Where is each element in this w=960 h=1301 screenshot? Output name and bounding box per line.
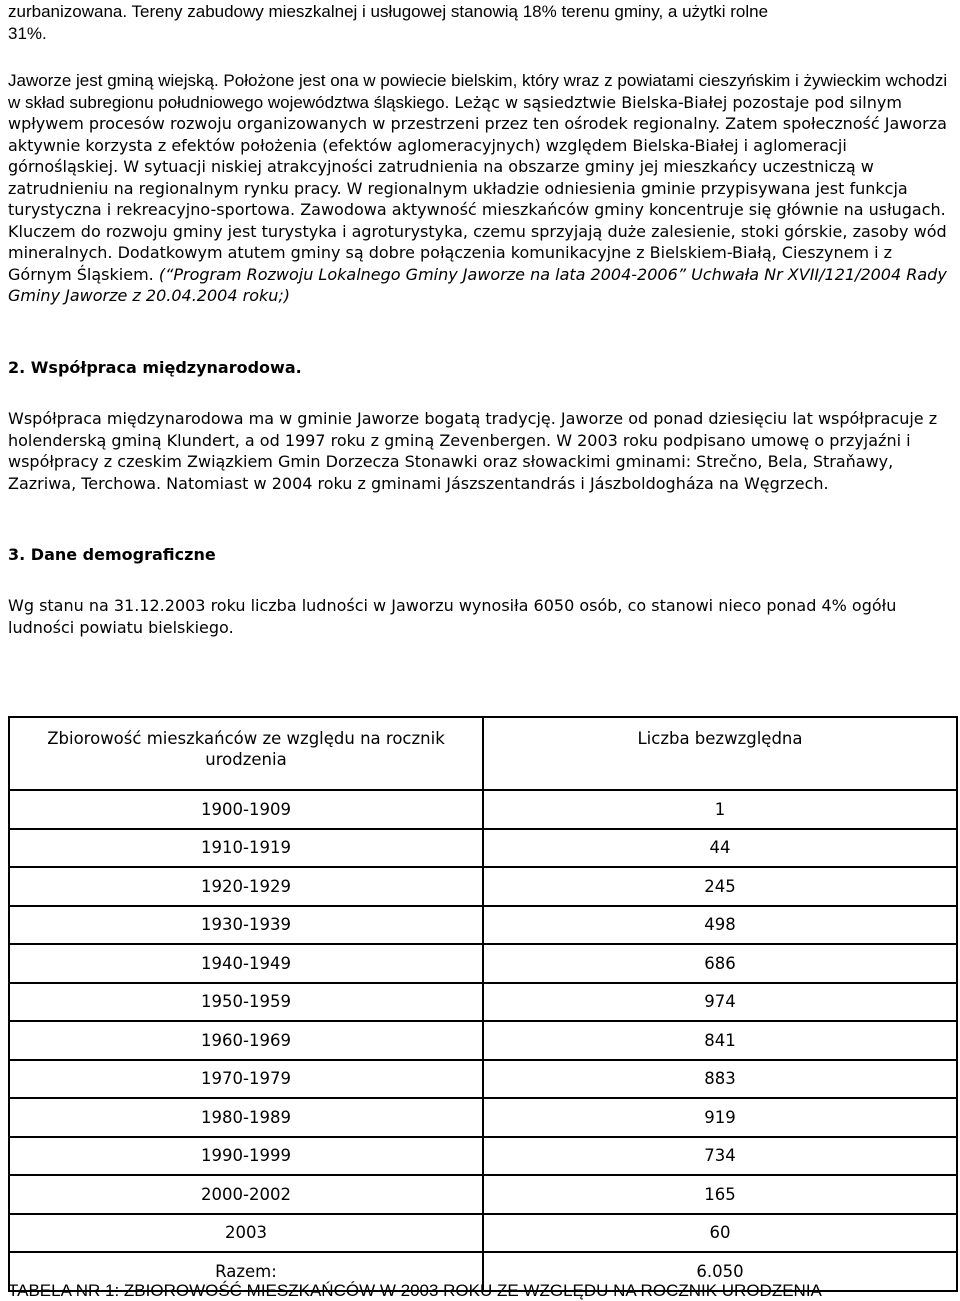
- table-row: [9, 829, 957, 868]
- row-label: 1920-1929: [9, 867, 483, 906]
- main-paragraph: [8, 70, 952, 307]
- table-header-col1: Zbiorowość mieszkańców ze względu na rocznik urodzenia: [9, 717, 483, 790]
- row-value: 6.050: [483, 1252, 957, 1291]
- row-label: 1990-1999: [9, 1137, 483, 1176]
- table-row: [9, 1175, 957, 1214]
- row-value: 883: [483, 1060, 957, 1099]
- table-row: [9, 944, 957, 983]
- row-label: 2003: [9, 1214, 483, 1253]
- table-row: [9, 1060, 957, 1099]
- row-label: 1930-1939: [9, 906, 483, 945]
- intro-line-a: zurbanizowana. Tereny zabudowy mieszkalnej i usługowej stanowią 18% terenu gminy, a użytki rolne: [8, 2, 769, 21]
- table-row: [9, 1098, 957, 1137]
- row-value: 245: [483, 867, 957, 906]
- demographic-table: [8, 716, 958, 1292]
- row-value: 1: [483, 790, 957, 829]
- row-label: 1970-1979: [9, 1060, 483, 1099]
- table-row: [9, 790, 957, 829]
- section3-heading: 3. Dane demograficzne: [8, 545, 216, 564]
- row-label: 1900-1909: [9, 790, 483, 829]
- row-label: 1950-1959: [9, 983, 483, 1022]
- row-value: 498: [483, 906, 957, 945]
- row-value: 974: [483, 983, 957, 1022]
- table-header-row: [9, 717, 957, 790]
- main-text-verdana: Leżąc w sąsiedztwie Bielska-Białej pozostaje pod silnym wpływem procesów rozwoju organizowanych w przestrzeni przez ten ośrodek regionalny. Zatem społeczność Jaworza aktywnie korzysta z efektów położenia (efektów aglomeracyjnych) względem Bielska-Białej i aglomeracji górnośląskiej. W sytuacji niskiej atrakcyjności zatrudnienia na obszarze gminy jej mieszkańcy uczestniczą w zatrudnieniu na regionalnym rynku pracy. W regionalnym układzie odniesienia gminie przypisywana jest funkcja turystyczna i rekreacyjno-sportowa. Zawodowa aktywność mieszkańców gminy koncentruje się głównie na usługach. Kluczem do rozwoju gminy jest turystyka i agroturystyka, czemu sprzyjają duże zalesienie, stoki górskie, zasoby wód mineralnych. Dodatkowym atutem gminy są dobre połączenia komunikacyjne z Bielskiem-Białą, Cieszynem i z Górnym Śląskiem.: [8, 92, 947, 284]
- row-label: 1960-1969: [9, 1021, 483, 1060]
- table-row: [9, 1021, 957, 1060]
- row-value: 919: [483, 1098, 957, 1137]
- intro-line-b: 31%.: [8, 23, 47, 43]
- row-label: 1910-1919: [9, 829, 483, 868]
- table-row: [9, 983, 957, 1022]
- row-value: 734: [483, 1137, 957, 1176]
- section3-body: Wg stanu na 31.12.2003 roku liczba ludności w Jaworzu wynosiła 6050 osób, co stanowi nieco ponad 4% ogółu ludności powiatu bielskiego.: [8, 596, 897, 637]
- row-label: Razem:: [9, 1252, 483, 1291]
- table-header-col2: Liczba bezwzględna: [483, 717, 957, 790]
- table-caption: TABELA NR 1: ZBIOROWOŚĆ MIESZKAŃCÓW W 2003 ROKU ZE WZGLĘDU NA ROCZNIK URODZENIA: [8, 1281, 822, 1300]
- table-row: [9, 906, 957, 945]
- row-label: 1940-1949: [9, 944, 483, 983]
- row-value: 44: [483, 829, 957, 868]
- row-value: 165: [483, 1175, 957, 1214]
- row-value: 686: [483, 944, 957, 983]
- table-row: [9, 1137, 957, 1176]
- table-row: [9, 1214, 957, 1253]
- section2-body: Współpraca międzynarodowa ma w gminie Jaworze bogatą tradycję. Jaworze od ponad dziesięciu lat współpracuje z holenderską gminą Klundert, a od 1997 roku z gminą Zevenbergen. W 2003 roku podpisano umowę o przyjaźni i współpracy z czeskim Związkiem Gmin Dorzecza Stonawki oraz słowackimi gminami: Strečno, Bela, Straňawy, Zazriwa, Terchowa. Natomiast w 2004 roku z gminami Jászszentandrás i Jászboldogháza na Węgrzech.: [8, 409, 938, 493]
- main-text-arial: Jaworze jest gminą wiejską. Położone jest ona w powiecie bielskim, który wraz z powiatami cieszyńskim i żywieckim wchodzi w skład subregionu południowego województwa śląskiego.: [8, 71, 948, 112]
- row-value: 841: [483, 1021, 957, 1060]
- table-row: [9, 867, 957, 906]
- main-citation: (“Program Rozwoju Lokalnego Gminy Jaworze na lata 2004-2006” Uchwała Nr XVII/121/2004 Rady Gminy Jaworze z 20.04.2004 roku;): [8, 264, 947, 305]
- intro-paragraph: [8, 1, 952, 44]
- row-label: 2000-2002: [9, 1175, 483, 1214]
- section2-heading: 2. Współpraca międzynarodowa.: [8, 358, 302, 377]
- row-value: 60: [483, 1214, 957, 1253]
- row-label: 1980-1989: [9, 1098, 483, 1137]
